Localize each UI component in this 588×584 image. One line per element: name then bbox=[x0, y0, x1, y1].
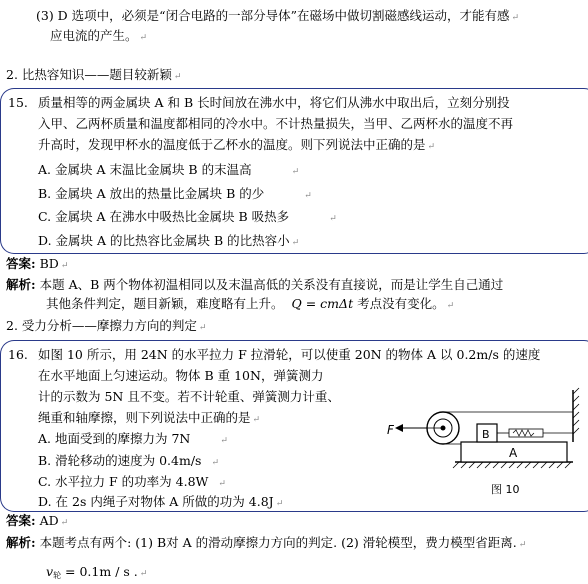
label-a: A bbox=[509, 446, 518, 460]
spring-scale bbox=[509, 429, 543, 437]
paragraph-mark-icon: ↵ bbox=[252, 415, 261, 425]
paragraph-mark-icon: ↵ bbox=[139, 33, 148, 43]
paragraph-mark-icon: ↵ bbox=[60, 518, 69, 528]
question-16-line3: 计的示数为 5N 且不变。若不计轮重、弹簧测力计重、 bbox=[38, 389, 340, 404]
question-16-line4: 绳重和轴摩擦，则下列说法中正确的是 ↵ bbox=[38, 410, 261, 425]
paragraph-mark-icon: ↵ bbox=[173, 72, 182, 82]
question-16-option-c: C. 水平拉力 F 的功率为 4.8W ↵ bbox=[38, 474, 226, 489]
figure-10-pulley-diagram bbox=[385, 380, 585, 510]
question-16-option-d: D. 在 2s 内绳子对物体 A 所做的功为 4.8J ↵ bbox=[38, 494, 284, 509]
figure-caption: 图 10 bbox=[491, 483, 520, 496]
paragraph-mark-icon: ↵ bbox=[139, 569, 148, 579]
paragraph-mark-icon: ↵ bbox=[446, 301, 455, 311]
paragraph-mark-icon: ↵ bbox=[211, 458, 220, 468]
paragraph-mark-icon: ↵ bbox=[427, 142, 436, 152]
paragraph-mark-icon: ↵ bbox=[329, 214, 337, 224]
question-15-answer: 答案: BD ↵ bbox=[6, 256, 69, 271]
question-15-option-c: C. 金属块 A 在沸水中吸热比金属块 B 吸热多 ↵ bbox=[38, 209, 337, 224]
question-16-option-a: A. 地面受到的摩擦力为 7N ↵ bbox=[38, 431, 228, 446]
paragraph-mark-icon: ↵ bbox=[511, 13, 520, 23]
paragraph-mark-icon: ↵ bbox=[220, 436, 228, 446]
question-15-analysis-line2: 其他条件判定，题目新颖，难度略有上升。 Q = cmΔt 考点没有变化。 ↵ bbox=[46, 296, 455, 311]
item3-line1: (3) D 选项中，必须是“闭合电路的一部分导体”在磁场中做切割磁感线运动，才能有感 ↵ bbox=[36, 8, 520, 23]
label-f: F bbox=[387, 423, 394, 437]
paragraph-mark-icon: ↵ bbox=[518, 540, 527, 550]
question-15-line2: 入甲、乙两杯质量和温度都相同的冷水中。不计热量损失，当甲、乙两杯水的温度不再 bbox=[38, 116, 514, 131]
paragraph-mark-icon: ↵ bbox=[291, 238, 300, 248]
question-15-line3: 升高时，发现甲杯水的温度低于乙杯水的温度。则下列说法中正确的是 ↵ bbox=[38, 137, 436, 152]
question-16-option-b: B. 滑轮移动的速度为 0.4m/s ↵ bbox=[38, 453, 220, 468]
question-15-option-d: D. 金属块 A 的比热容比金属块 B 的比热容小 ↵ bbox=[38, 233, 300, 248]
section-heading-friction: 2. 受力分析——摩擦力方向的判定 ↵ bbox=[6, 318, 207, 333]
question-15-analysis-line1: 解析: 本题 A、B 两个物体初温相同以及末温高低的关系没有直接说，而是让学生自己通过 bbox=[6, 277, 504, 292]
question-16-formula: $v_轮 = 0.1m / s$ . ↵ bbox=[46, 564, 148, 580]
question-15-option-b: B. 金属块 A 放出的热量比金属块 B 的少 ↵ bbox=[38, 186, 312, 201]
question-16-line1: 16. 如图 10 所示，用 24N 的水平拉力 F 拉滑轮，可以使重 20N 的物体 A 以 0.2m/s 的速度 bbox=[8, 347, 541, 362]
item3-line2: 应电流的产生。 ↵ bbox=[50, 28, 148, 43]
formula-heat: Q = cmΔt bbox=[291, 296, 354, 311]
question-15-option-a: A. 金属块 A 末温比金属块 B 的末温高 ↵ bbox=[38, 162, 300, 177]
paragraph-mark-icon: ↵ bbox=[291, 167, 300, 177]
section-heading-specific-heat: 2. 比热容知识——题目较新颖 ↵ bbox=[6, 67, 182, 82]
paragraph-mark-icon: ↵ bbox=[275, 499, 284, 509]
question-16-line2: 在水平地面上匀速运动。物体 B 重 10N，弹簧测力 bbox=[38, 368, 324, 383]
question-16-answer: 答案: AD ↵ bbox=[6, 513, 69, 528]
paragraph-mark-icon: ↵ bbox=[60, 261, 69, 271]
paragraph-mark-icon: ↵ bbox=[218, 479, 226, 489]
paragraph-mark-icon: ↵ bbox=[198, 323, 207, 333]
question-15-line1: 15. 质量相等的两金属块 A 和 B 长时间放在沸水中，将它们从沸水中取出后，立刻分别投 bbox=[8, 95, 510, 110]
paragraph-mark-icon: ↵ bbox=[304, 191, 312, 201]
question-16-analysis-line1: 解析: 本题考点有两个: (1) B对 A 的滑动摩擦力方向的判定. (2) 滑轮模型，费力模型省距离. ↵ bbox=[6, 535, 527, 550]
label-b: B bbox=[482, 428, 490, 441]
